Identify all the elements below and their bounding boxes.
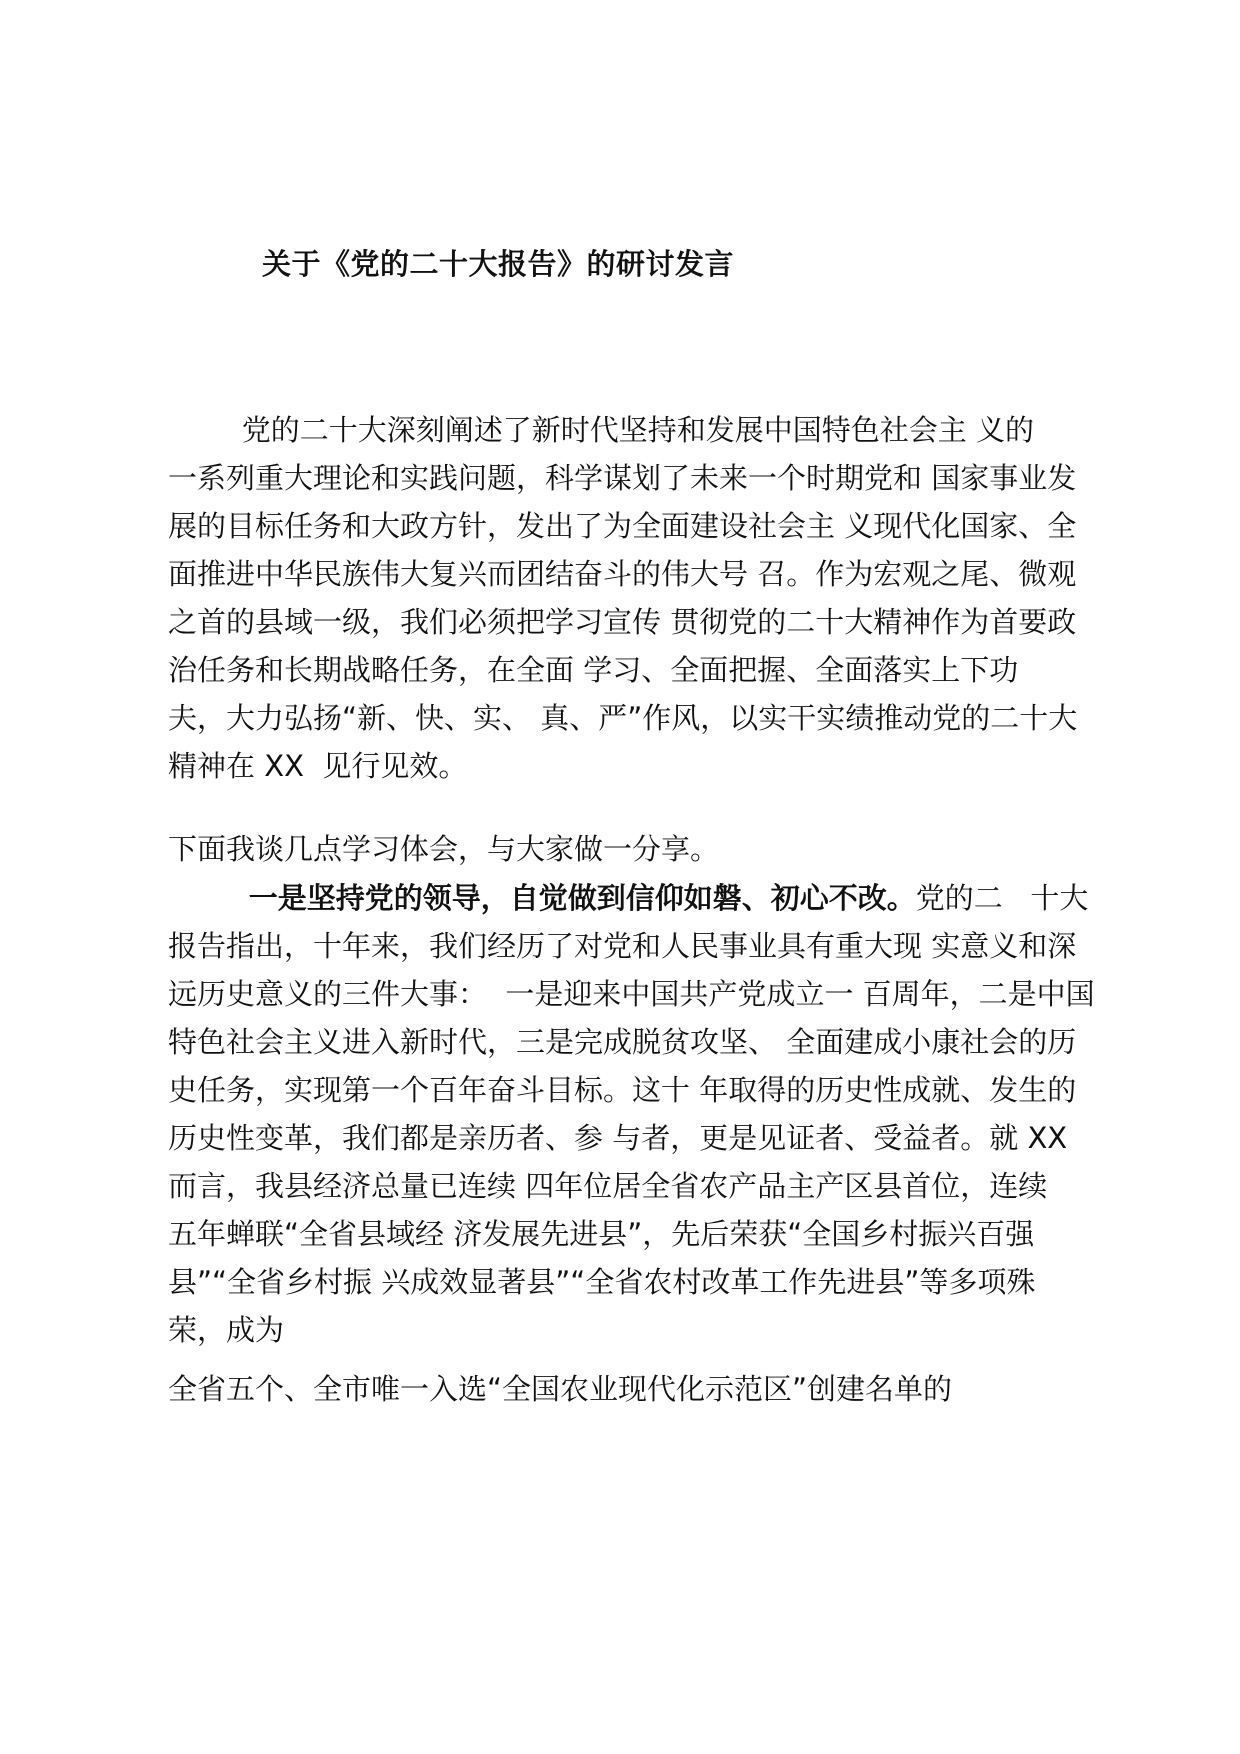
- text-line: 特色社会主义进入新时代，三是完成脱贫攻坚、 全面建成小康社会的历: [168, 1025, 1077, 1059]
- text-line: 夫，大力弘扬“新、快、实、 真、严”作风，以实干实绩推动党的二十大: [168, 701, 1078, 735]
- text-line: 一系列重大理论和实践问题，科学谋划了未来一个时期党和 国家事业发: [168, 461, 1077, 495]
- text-line: 面推进中华民族伟大复兴而团结奋斗的伟大号 召。作为宏观之尾、微观: [168, 557, 1077, 591]
- text-line: 远历史意义的三件大事： 一是迎来中国共产党成立一 百周年，二是中国: [168, 977, 1095, 1011]
- paragraph-point-one: [168, 874, 1095, 1354]
- text-line: 而言，我县经济总量已连续 四年位居全省农产品主产区县首位，连续: [168, 1169, 1048, 1203]
- text-line: 县”“全省乡村振 兴成效显著县”“全省农村改革工作先进县”等多项殊: [168, 1265, 1036, 1299]
- paragraph-intro: [168, 406, 1077, 790]
- text-line: [168, 874, 1095, 922]
- text-line: 报告指出，十年来，我们经历了对党和人民事业具有重大现 实意义和深: [168, 929, 1077, 963]
- text-line: 之首的县域一级，我们必须把学习宣传 贯彻党的二十大精神作为首要政: [168, 605, 1077, 639]
- text-line: 五年蝉联“全省县域经 济发展先进县”，先后荣获“全国乡村振兴百强: [168, 1217, 1035, 1251]
- text-run: 党的二 十大: [915, 881, 1089, 915]
- point-heading: 一是坚持党的领导，自觉做到信仰如磐、初心不改。: [168, 881, 916, 915]
- text-line: 全省五个、全市唯一入选“全国农业现代化示范区”创建名单的: [168, 1372, 953, 1406]
- text-line: 党的二十大深刻阐述了新时代坚持和发展中国特色社会主 义的: [168, 413, 1034, 447]
- text-line: 精神在 XX 见行见效。: [168, 749, 468, 783]
- document-title: 关于《党的二十大报告》的研讨发言: [262, 247, 735, 281]
- text-line: 下面我谈几点学习体会，与大家做一分享。: [168, 832, 720, 866]
- text-line: 荣，成为: [168, 1313, 285, 1347]
- paragraph-transition: [168, 825, 719, 873]
- text-line: 展的目标任务和大政方针，发出了为全面建设社会主 义现代化国家、全: [168, 509, 1077, 543]
- text-line: 历史性变革，我们都是亲历者、参 与者，更是见证者、受益者。就 XX: [168, 1121, 1068, 1155]
- paragraph-continuation: [168, 1365, 952, 1413]
- text-line: 治任务和长期战略任务，在全面 学习、全面把握、全面落实上下功: [168, 653, 1019, 687]
- text-line: 史任务，实现第一个百年奋斗目标。这十 年取得的历史性成就、发生的: [168, 1073, 1077, 1107]
